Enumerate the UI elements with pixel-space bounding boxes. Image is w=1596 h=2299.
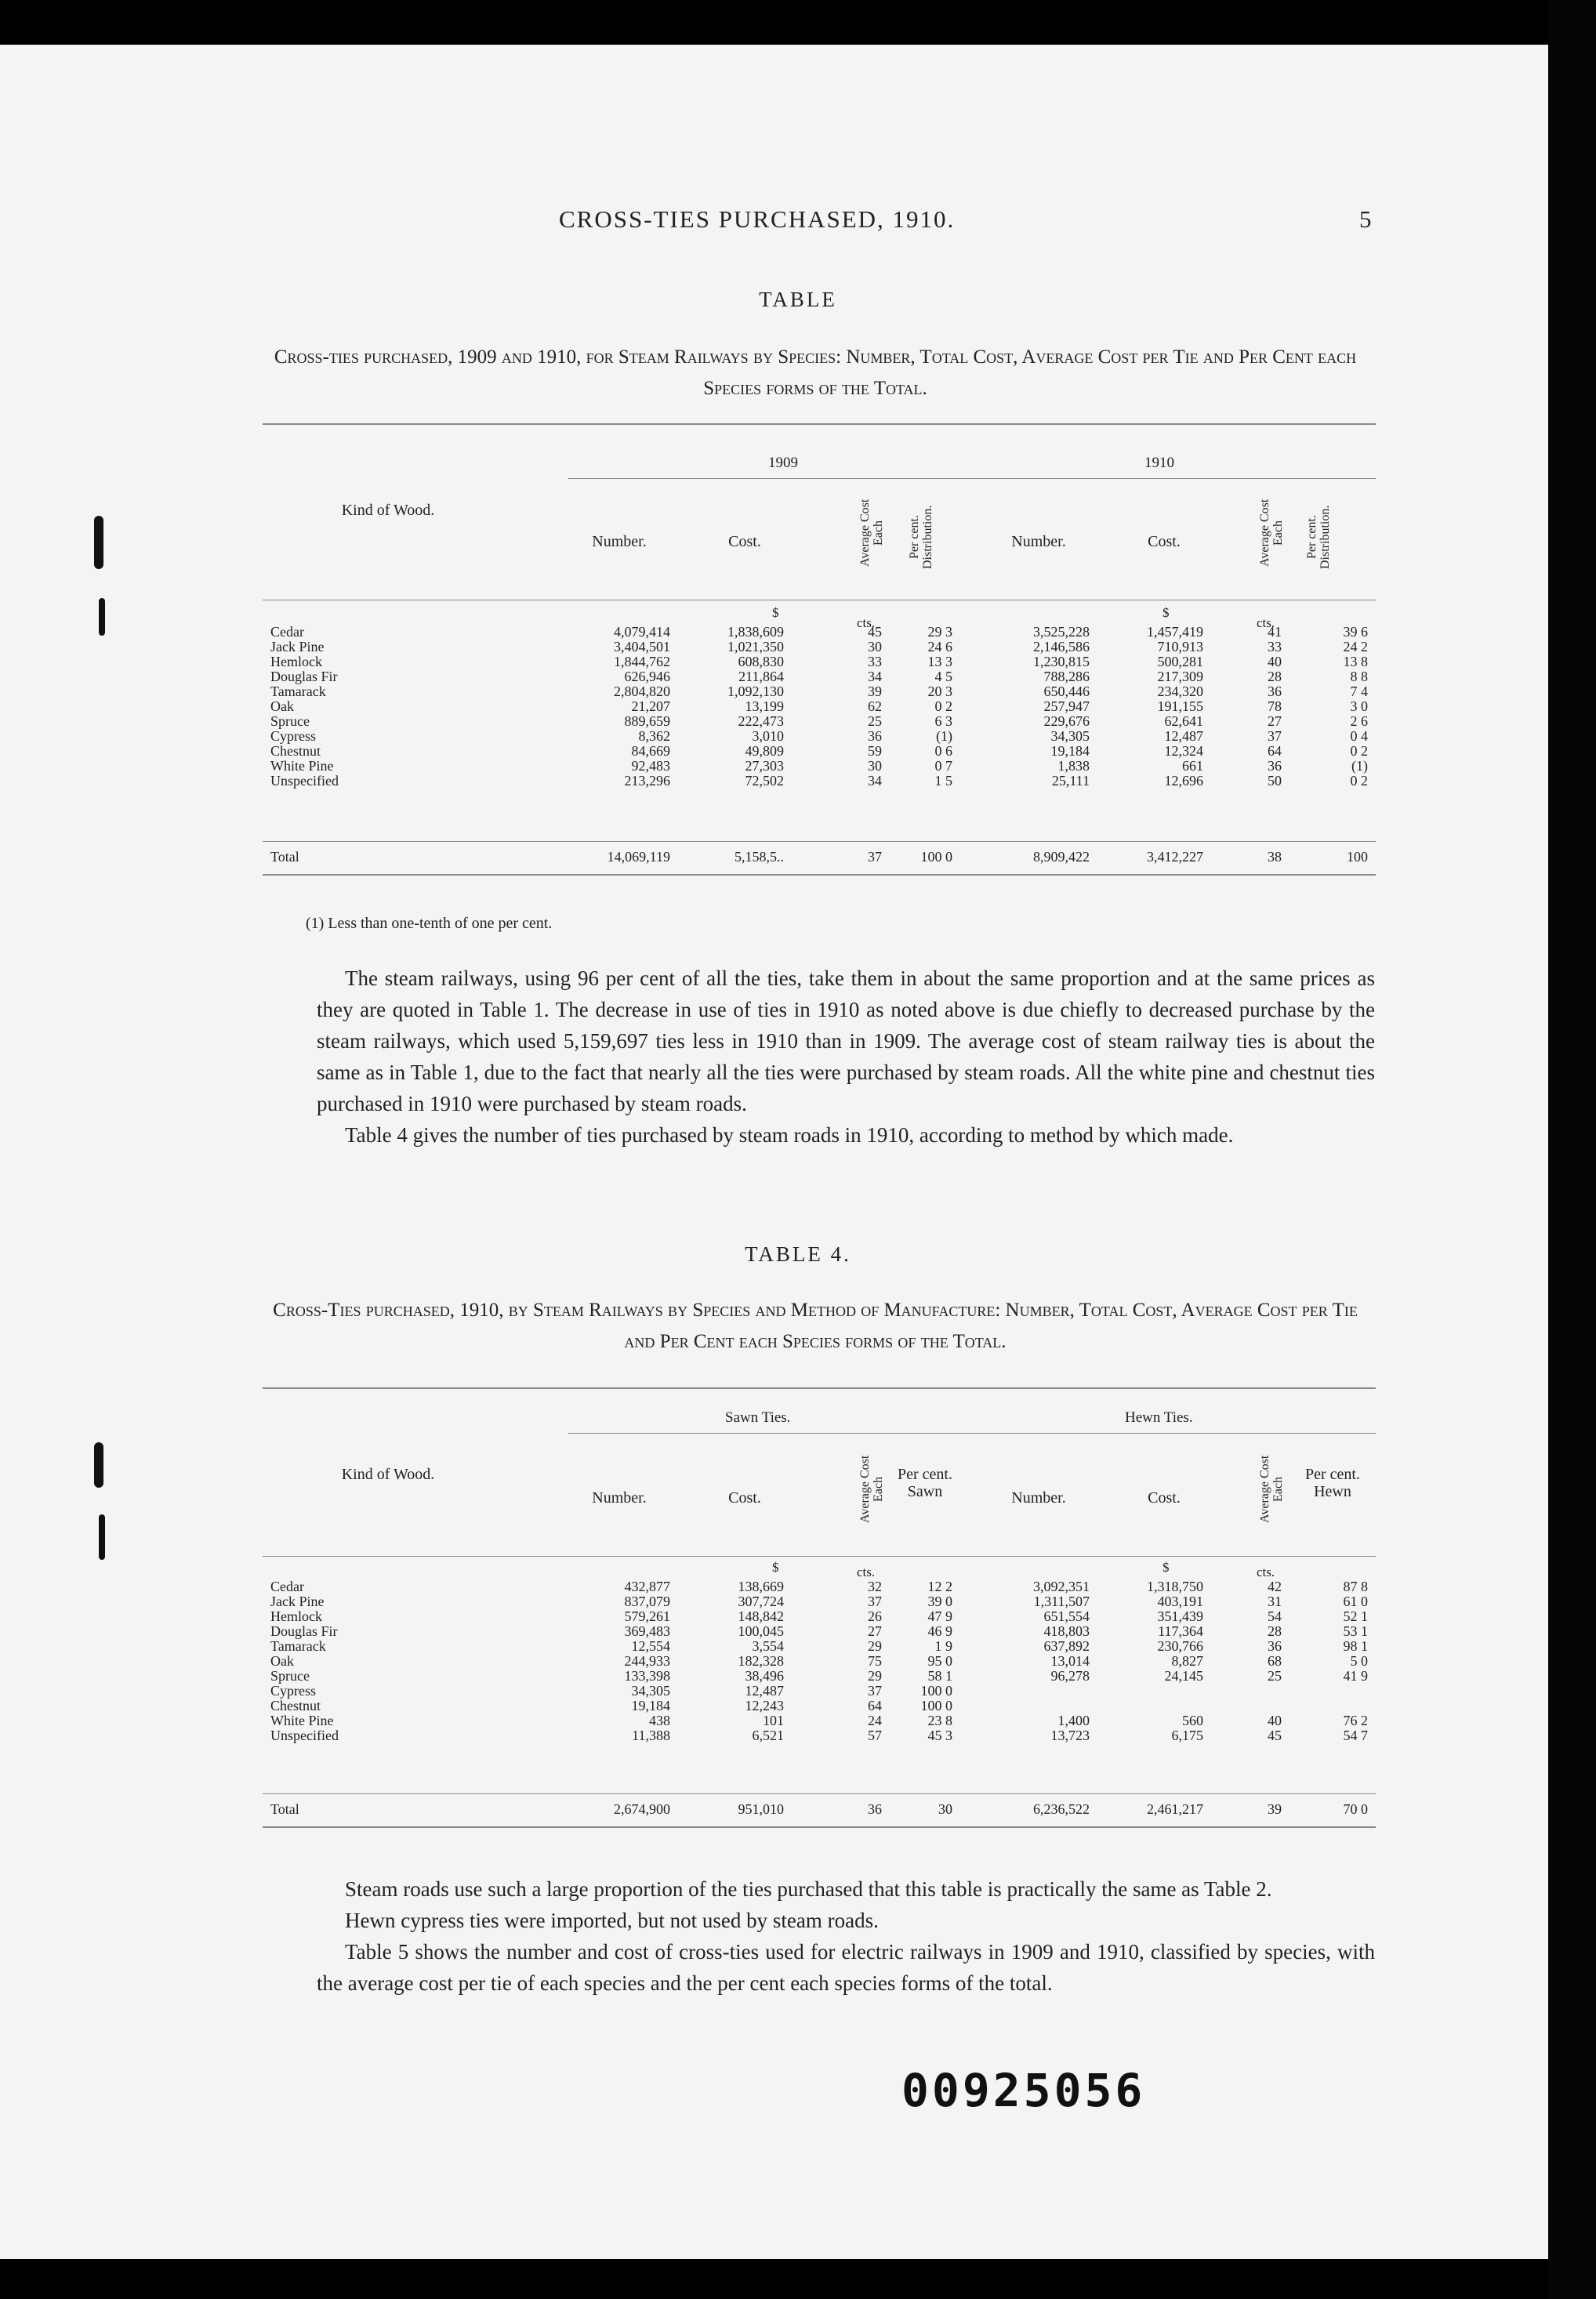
- value-cell-a2: 36: [1268, 758, 1282, 774]
- table-a: [263, 423, 1376, 901]
- value-cell-n1: 11,388: [632, 1728, 670, 1743]
- value-cell-a2: 54: [1268, 1608, 1282, 1624]
- column-number-1910: Number.: [1011, 533, 1066, 550]
- value-cell-p2: 87 8: [1343, 1579, 1368, 1594]
- value-cell-c1: 608,830: [738, 654, 784, 669]
- value-cell-p2: 7 4: [1350, 684, 1368, 699]
- column-kind-of-wood: Kind of Wood.: [341, 502, 435, 519]
- value-cell-c1: 27,303: [745, 758, 784, 774]
- table-rule: [263, 1793, 1376, 1794]
- value-cell-n1: 3,404,501: [614, 639, 670, 655]
- value-cell-n2: 13,723: [1050, 1728, 1090, 1743]
- table-row: [263, 685, 1376, 698]
- kind-of-wood-cell: Total: [270, 849, 299, 865]
- value-cell-c1: 307,724: [738, 1594, 784, 1609]
- scan-smudge: [99, 1514, 105, 1560]
- value-cell-n1: 34,305: [631, 1683, 670, 1699]
- kind-of-wood-cell: Chestnut: [270, 743, 321, 759]
- value-cell-p1: 100 0: [920, 1683, 952, 1699]
- value-cell-a1: 34: [868, 669, 882, 684]
- paragraph: Steam roads use such a large proportion of the ties purchased that this table is practically the same as Table 2.: [345, 1877, 1272, 1901]
- value-cell-a1: 29: [868, 1668, 882, 1684]
- scan-smudge: [94, 516, 103, 569]
- kind-of-wood-cell: Tamarack: [270, 1638, 326, 1654]
- value-cell-p1: 1 9: [934, 1638, 952, 1654]
- value-cell-c2: 217,309: [1157, 669, 1203, 684]
- table-row: [263, 655, 1376, 669]
- table-row: [263, 1714, 1376, 1728]
- value-cell-n1: 244,933: [624, 1653, 670, 1669]
- value-cell-n1: 626,946: [624, 669, 670, 684]
- kind-of-wood-cell: Total: [270, 1801, 299, 1817]
- value-cell-a1: 37: [868, 1594, 882, 1609]
- table-row: [263, 700, 1376, 713]
- value-cell-p1: 30: [938, 1801, 952, 1817]
- column-per-cent-1910: Per cent. Distribution.: [1305, 505, 1332, 569]
- value-cell-c1: 38,496: [745, 1668, 784, 1684]
- value-cell-p2: 52 1: [1343, 1608, 1368, 1624]
- kind-of-wood-cell: Oak: [270, 1653, 294, 1669]
- value-cell-n2: 34,305: [1050, 728, 1090, 744]
- value-cell-p1: 100 0: [920, 849, 952, 865]
- table-row: [263, 760, 1376, 773]
- value-cell-c1: 12,243: [745, 1698, 784, 1713]
- value-cell-p1: 4 5: [934, 669, 952, 684]
- value-cell-p1: 13 3: [927, 654, 952, 669]
- page-number: 5: [1359, 205, 1373, 233]
- value-cell-p2: (1): [1351, 758, 1368, 774]
- value-cell-c1: 12,487: [745, 1683, 784, 1699]
- value-cell-n1: 21,207: [631, 698, 670, 714]
- value-cell-a1: 75: [868, 1653, 882, 1669]
- value-cell-c1: 72,502: [745, 773, 784, 789]
- value-cell-c2: 661: [1182, 758, 1203, 774]
- table-4: [263, 1387, 1376, 1830]
- unit-cents: cts.: [857, 1565, 876, 1579]
- table-total-row: [263, 1803, 1376, 1816]
- value-cell-n1: 92,483: [631, 758, 670, 774]
- value-cell-n1: 213,296: [624, 773, 670, 789]
- group-header-1910: 1910: [1144, 455, 1174, 471]
- value-cell-c2: 351,439: [1157, 1608, 1203, 1624]
- value-cell-c2: 2,461,217: [1147, 1801, 1203, 1817]
- table-row: [263, 715, 1376, 728]
- value-cell-n1: 837,079: [624, 1594, 670, 1609]
- value-cell-a1: 59: [868, 743, 882, 759]
- value-cell-a2: 28: [1268, 1623, 1282, 1639]
- value-cell-a2: 36: [1268, 1638, 1282, 1654]
- scan-smudge: [94, 1442, 103, 1488]
- column-per-cent-sawn: Per cent. Sawn: [898, 1466, 952, 1500]
- value-cell-p1: 45 3: [927, 1728, 952, 1743]
- unit-cents: cts.: [857, 615, 876, 630]
- column-cost-hewn: Cost.: [1148, 1489, 1181, 1507]
- value-cell-p1: 1 5: [934, 773, 952, 789]
- value-cell-a2: 36: [1268, 684, 1282, 699]
- value-cell-p1: 6 3: [934, 713, 952, 729]
- value-cell-a1: 33: [868, 654, 882, 669]
- value-cell-a2: 42: [1268, 1579, 1282, 1594]
- value-cell-c2: 24,145: [1164, 1668, 1203, 1684]
- value-cell-n2: 13,014: [1050, 1653, 1090, 1669]
- value-cell-c1: 1,021,350: [727, 639, 784, 655]
- table-a-description: Cross-ties purchased, 1909 and 1910, for Steam Railways by Species: Number, Total Cost, Average Cost per Tie and Per Cent each Species forms of the Total.: [274, 346, 1357, 399]
- value-cell-p2: 41 9: [1343, 1668, 1368, 1684]
- value-cell-n2: 788,286: [1043, 669, 1090, 684]
- paragraph: Table 5 shows the number and cost of cross-ties used for electric railways in 1909 and 1910, classified by species, with the average cost per tie of each species and the per cent each species forms of the total.: [317, 1940, 1375, 1995]
- value-cell-a1: 64: [868, 1698, 882, 1713]
- value-cell-n1: 2,804,820: [614, 684, 670, 699]
- value-cell-a1: 36: [868, 1801, 882, 1817]
- unit-dollar: $: [772, 605, 779, 620]
- paragraph: Hewn cypress ties were imported, but not used by steam roads.: [345, 1909, 879, 1932]
- value-cell-p2: 5 0: [1350, 1653, 1368, 1669]
- value-cell-c2: 6,175: [1171, 1728, 1203, 1743]
- value-cell-a2: 25: [1268, 1668, 1282, 1684]
- value-cell-a1: 29: [868, 1638, 882, 1654]
- value-cell-p2: 98 1: [1343, 1638, 1368, 1654]
- value-cell-c1: 1,092,130: [727, 684, 784, 699]
- table-rule: [263, 874, 1376, 876]
- value-cell-p2: 13 8: [1343, 654, 1368, 669]
- value-cell-p2: 54 7: [1343, 1728, 1368, 1743]
- value-cell-c2: 12,696: [1164, 773, 1203, 789]
- value-cell-c2: 3,412,227: [1147, 849, 1203, 865]
- value-cell-n1: 369,483: [624, 1623, 670, 1639]
- column-per-cent-1909: Per cent. Distribution.: [908, 505, 934, 569]
- kind-of-wood-cell: Cedar: [270, 624, 304, 640]
- value-cell-a2: 41: [1268, 624, 1282, 640]
- value-cell-n2: 2,146,586: [1033, 639, 1090, 655]
- value-cell-n1: 19,184: [631, 1698, 670, 1713]
- body-text-1: [317, 963, 1375, 1151]
- table-row: [263, 1580, 1376, 1594]
- value-cell-p1: 23 8: [927, 1713, 952, 1728]
- kind-of-wood-cell: Douglas Fir: [270, 669, 338, 684]
- value-cell-c2: 62,641: [1164, 713, 1203, 729]
- value-cell-c2: 234,320: [1157, 684, 1203, 699]
- value-cell-a1: 36: [868, 728, 882, 744]
- table-row: [263, 1655, 1376, 1668]
- value-cell-p1: 46 9: [927, 1623, 952, 1639]
- value-cell-p1: (1): [936, 728, 952, 744]
- value-cell-p1: 24 6: [927, 639, 952, 655]
- value-cell-c1: 101: [763, 1713, 784, 1728]
- value-cell-c2: 710,913: [1157, 639, 1203, 655]
- value-cell-a2: 37: [1268, 728, 1282, 744]
- table-row: [263, 1699, 1376, 1713]
- value-cell-a2: 50: [1268, 773, 1282, 789]
- table-row: [263, 640, 1376, 654]
- kind-of-wood-cell: Spruce: [270, 713, 310, 729]
- value-cell-a1: 24: [868, 1713, 882, 1728]
- value-cell-c2: 1,457,419: [1147, 624, 1203, 640]
- column-cost-1909: Cost.: [728, 533, 761, 550]
- value-cell-p1: 39 0: [927, 1594, 952, 1609]
- table-rule: [263, 1556, 1376, 1557]
- table-row: [263, 730, 1376, 743]
- scan-margin: [1548, 0, 1596, 2299]
- value-cell-c1: 5,158,5..: [735, 849, 784, 865]
- value-cell-p2: 2 6: [1350, 713, 1368, 729]
- value-cell-n1: 1,844,762: [614, 654, 670, 669]
- value-cell-c1: 211,864: [738, 669, 784, 684]
- unit-dollar: $: [1163, 605, 1170, 620]
- value-cell-a2: 28: [1268, 669, 1282, 684]
- value-cell-p1: 47 9: [927, 1608, 952, 1624]
- value-cell-a1: 32: [868, 1579, 882, 1594]
- column-cost-1910: Cost.: [1148, 533, 1181, 550]
- value-cell-p2: 39 6: [1343, 624, 1368, 640]
- column-average-cost-1909: Average Cost Each: [858, 499, 885, 567]
- table-row: [263, 1640, 1376, 1653]
- kind-of-wood-cell: Jack Pine: [270, 639, 325, 655]
- table-total-row: [263, 850, 1376, 864]
- value-cell-p2: 100: [1347, 849, 1368, 865]
- group-header-sawn: Sawn Ties.: [725, 1409, 791, 1426]
- kind-of-wood-cell: Spruce: [270, 1668, 310, 1684]
- value-cell-a2: 68: [1268, 1653, 1282, 1669]
- kind-of-wood-cell: Hemlock: [270, 654, 322, 669]
- value-cell-a1: 30: [868, 758, 882, 774]
- unit-cents: cts.: [1257, 1565, 1275, 1579]
- value-cell-c1: 951,010: [738, 1801, 784, 1817]
- value-cell-p1: 29 3: [927, 624, 952, 640]
- unit-cents: cts.: [1257, 615, 1275, 630]
- value-cell-p2: 61 0: [1343, 1594, 1368, 1609]
- value-cell-c1: 1,838,609: [727, 624, 784, 640]
- value-cell-c1: 6,521: [752, 1728, 784, 1743]
- value-cell-a2: 40: [1268, 654, 1282, 669]
- value-cell-c2: 230,766: [1157, 1638, 1203, 1654]
- kind-of-wood-cell: Jack Pine: [270, 1594, 325, 1609]
- value-cell-c1: 3,010: [752, 728, 784, 744]
- value-cell-c1: 13,199: [745, 698, 784, 714]
- value-cell-a2: 31: [1268, 1594, 1282, 1609]
- kind-of-wood-cell: White Pine: [270, 758, 334, 774]
- column-per-cent-hewn: Per cent. Hewn: [1305, 1466, 1360, 1500]
- running-head-title: CROSS-TIES PURCHASED, 1910.: [559, 205, 956, 233]
- value-cell-c1: 182,328: [738, 1653, 784, 1669]
- value-cell-a1: 45: [868, 624, 882, 640]
- column-kind-of-wood: Kind of Wood.: [341, 1466, 435, 1483]
- value-cell-a1: 57: [868, 1728, 882, 1743]
- value-cell-p2: 24 2: [1343, 639, 1368, 655]
- value-cell-a1: 34: [868, 773, 882, 789]
- table-a-caption: TABLE: [759, 288, 837, 311]
- value-cell-c2: 8,827: [1171, 1653, 1203, 1669]
- table-rule: [568, 1433, 1376, 1434]
- group-header-1909: 1909: [768, 455, 798, 471]
- value-cell-a1: 39: [868, 684, 882, 699]
- value-cell-n2: 3,525,228: [1033, 624, 1090, 640]
- value-cell-a1: 37: [868, 849, 882, 865]
- value-cell-n1: 84,669: [631, 743, 670, 759]
- value-cell-a2: 64: [1268, 743, 1282, 759]
- value-cell-a1: 37: [868, 1683, 882, 1699]
- body-text-2: [317, 1873, 1375, 1999]
- kind-of-wood-cell: Tamarack: [270, 684, 326, 699]
- table-4-caption: TABLE 4.: [745, 1242, 851, 1266]
- value-cell-p2: 0 4: [1350, 728, 1368, 744]
- kind-of-wood-cell: Douglas Fir: [270, 1623, 338, 1639]
- value-cell-n1: 4,079,414: [614, 624, 670, 640]
- table-row: [263, 1670, 1376, 1683]
- value-cell-c2: 117,364: [1158, 1623, 1203, 1639]
- group-header-hewn: Hewn Ties.: [1125, 1409, 1193, 1426]
- value-cell-n2: 96,278: [1050, 1668, 1090, 1684]
- value-cell-n2: 3,092,351: [1033, 1579, 1090, 1594]
- value-cell-p1: 0 7: [934, 758, 952, 774]
- value-cell-c2: 403,191: [1157, 1594, 1203, 1609]
- value-cell-c2: 12,324: [1164, 743, 1203, 759]
- table-4-description: Cross-Ties purchased, 1910, by Steam Railways by Species and Method of Manufacture: Number, Total Cost, Average Cost per Tie and Per Cent each Species forms of the Total.: [273, 1300, 1358, 1352]
- kind-of-wood-cell: Unspecified: [270, 1728, 339, 1743]
- kind-of-wood-cell: Cypress: [270, 1683, 316, 1699]
- value-cell-n1: 8,362: [638, 728, 670, 744]
- value-cell-p1: 12 2: [927, 1579, 952, 1594]
- value-cell-c2: 560: [1182, 1713, 1203, 1728]
- kind-of-wood-cell: White Pine: [270, 1713, 334, 1728]
- table-rule: [568, 478, 1376, 479]
- scan-smudge: [99, 598, 105, 636]
- paragraph: The steam railways, using 96 per cent of all the ties, take them in about the same proportion and at the same prices as they are quoted in Table 1. The decrease in use of ties in 1910 as noted above is due chiefly to decreased purchase by the steam railways, which used 5,159,697 ties less in 1910 than in 1909. The average cost of steam railway ties is about the same as in Table 1, due to the fact that nearly all the ties were purchased by steam roads. All the white pine and chestnut ties purchased in 1910 were purchased by steam roads.: [317, 966, 1375, 1115]
- value-cell-n2: 6,236,522: [1033, 1801, 1090, 1817]
- table-rule: [263, 1826, 1376, 1828]
- value-cell-a1: 25: [868, 713, 882, 729]
- kind-of-wood-cell: Unspecified: [270, 773, 339, 789]
- value-cell-n1: 579,261: [624, 1608, 670, 1624]
- value-cell-n1: 2,674,900: [614, 1801, 670, 1817]
- value-cell-a2: 33: [1268, 639, 1282, 655]
- value-cell-p1: 100 0: [920, 1698, 952, 1713]
- value-cell-n1: 432,877: [624, 1579, 670, 1594]
- value-cell-c2: 12,487: [1164, 728, 1203, 744]
- table-rule: [263, 841, 1376, 842]
- value-cell-a1: 26: [868, 1608, 882, 1624]
- value-cell-c1: 3,554: [752, 1638, 784, 1654]
- kind-of-wood-cell: Hemlock: [270, 1608, 322, 1624]
- table-rule: [263, 423, 1376, 425]
- value-cell-c2: 500,281: [1157, 654, 1203, 669]
- value-cell-c1: 222,473: [738, 713, 784, 729]
- value-cell-a1: 30: [868, 639, 882, 655]
- column-number-1909: Number.: [592, 533, 647, 550]
- value-cell-c1: 138,669: [738, 1579, 784, 1594]
- value-cell-n1: 12,554: [631, 1638, 670, 1654]
- column-cost-sawn: Cost.: [728, 1489, 761, 1507]
- unit-dollar: $: [772, 1560, 779, 1575]
- value-cell-c1: 148,842: [738, 1608, 784, 1624]
- value-cell-n2: 19,184: [1050, 743, 1090, 759]
- table-row: [263, 1610, 1376, 1623]
- value-cell-n2: 1,838: [1057, 758, 1090, 774]
- value-cell-a2: 40: [1268, 1713, 1282, 1728]
- value-cell-p2: 76 2: [1343, 1713, 1368, 1728]
- value-cell-c1: 49,809: [745, 743, 784, 759]
- value-cell-n2: 651,554: [1043, 1608, 1090, 1624]
- table-a-footnote: (1) Less than one-tenth of one per cent.: [306, 915, 553, 932]
- value-cell-n1: 438: [649, 1713, 670, 1728]
- value-cell-p2: 3 0: [1350, 698, 1368, 714]
- value-cell-p2: 0 2: [1350, 743, 1368, 759]
- table-row: [263, 745, 1376, 758]
- value-cell-a2: 39: [1268, 1801, 1282, 1817]
- value-cell-p1: 95 0: [927, 1653, 952, 1669]
- value-cell-p1: 0 2: [934, 698, 952, 714]
- value-cell-n1: 14,069,119: [607, 849, 670, 865]
- column-number-hewn: Number.: [1011, 1489, 1066, 1507]
- kind-of-wood-cell: Cypress: [270, 728, 316, 744]
- archive-stamp-number: 00925056: [901, 2064, 1146, 2117]
- value-cell-p2: 0 2: [1350, 773, 1368, 789]
- value-cell-n2: 1,311,507: [1033, 1594, 1090, 1609]
- table-row: [263, 1595, 1376, 1608]
- value-cell-n2: 8,909,422: [1033, 849, 1090, 865]
- kind-of-wood-cell: Cedar: [270, 1579, 304, 1594]
- value-cell-p2: 53 1: [1343, 1623, 1368, 1639]
- value-cell-p2: 70 0: [1343, 1801, 1368, 1817]
- table-row: [263, 626, 1376, 639]
- table-row: [263, 670, 1376, 684]
- value-cell-a1: 62: [868, 698, 882, 714]
- value-cell-a2: 27: [1268, 713, 1282, 729]
- value-cell-a2: 78: [1268, 698, 1282, 714]
- value-cell-n2: 650,446: [1043, 684, 1090, 699]
- value-cell-p1: 58 1: [927, 1668, 952, 1684]
- table-row: [263, 774, 1376, 788]
- value-cell-a2: 45: [1268, 1728, 1282, 1743]
- value-cell-n2: 418,803: [1043, 1623, 1090, 1639]
- table-row: [263, 1729, 1376, 1742]
- value-cell-n1: 889,659: [624, 713, 670, 729]
- value-cell-n2: 1,400: [1057, 1713, 1090, 1728]
- value-cell-n2: 25,111: [1051, 773, 1090, 789]
- value-cell-p1: 0 6: [934, 743, 952, 759]
- value-cell-n2: 229,676: [1043, 713, 1090, 729]
- column-average-cost-sawn: Average Cost Each: [858, 1455, 885, 1524]
- value-cell-c2: 1,318,750: [1147, 1579, 1203, 1594]
- table-rule: [263, 1387, 1376, 1389]
- value-cell-c1: 100,045: [738, 1623, 784, 1639]
- kind-of-wood-cell: Oak: [270, 698, 294, 714]
- table-row: [263, 1625, 1376, 1638]
- value-cell-n1: 133,398: [624, 1668, 670, 1684]
- value-cell-a2: 38: [1268, 849, 1282, 865]
- value-cell-n2: 1,230,815: [1033, 654, 1090, 669]
- value-cell-n2: 257,947: [1043, 698, 1090, 714]
- table-row: [263, 1684, 1376, 1698]
- value-cell-c2: 191,155: [1157, 698, 1203, 714]
- unit-dollar: $: [1163, 1560, 1170, 1575]
- value-cell-p2: 8 8: [1350, 669, 1368, 684]
- value-cell-n2: 637,892: [1043, 1638, 1090, 1654]
- kind-of-wood-cell: Chestnut: [270, 1698, 321, 1713]
- column-number-sawn: Number.: [592, 1489, 647, 1507]
- column-average-cost-hewn: Average Cost Each: [1258, 1455, 1285, 1524]
- value-cell-a1: 27: [868, 1623, 882, 1639]
- paragraph: Table 4 gives the number of ties purchased by steam roads in 1910, according to method by which made.: [345, 1123, 1234, 1147]
- value-cell-p1: 20 3: [927, 684, 952, 699]
- column-average-cost-1910: Average Cost Each: [1258, 499, 1285, 567]
